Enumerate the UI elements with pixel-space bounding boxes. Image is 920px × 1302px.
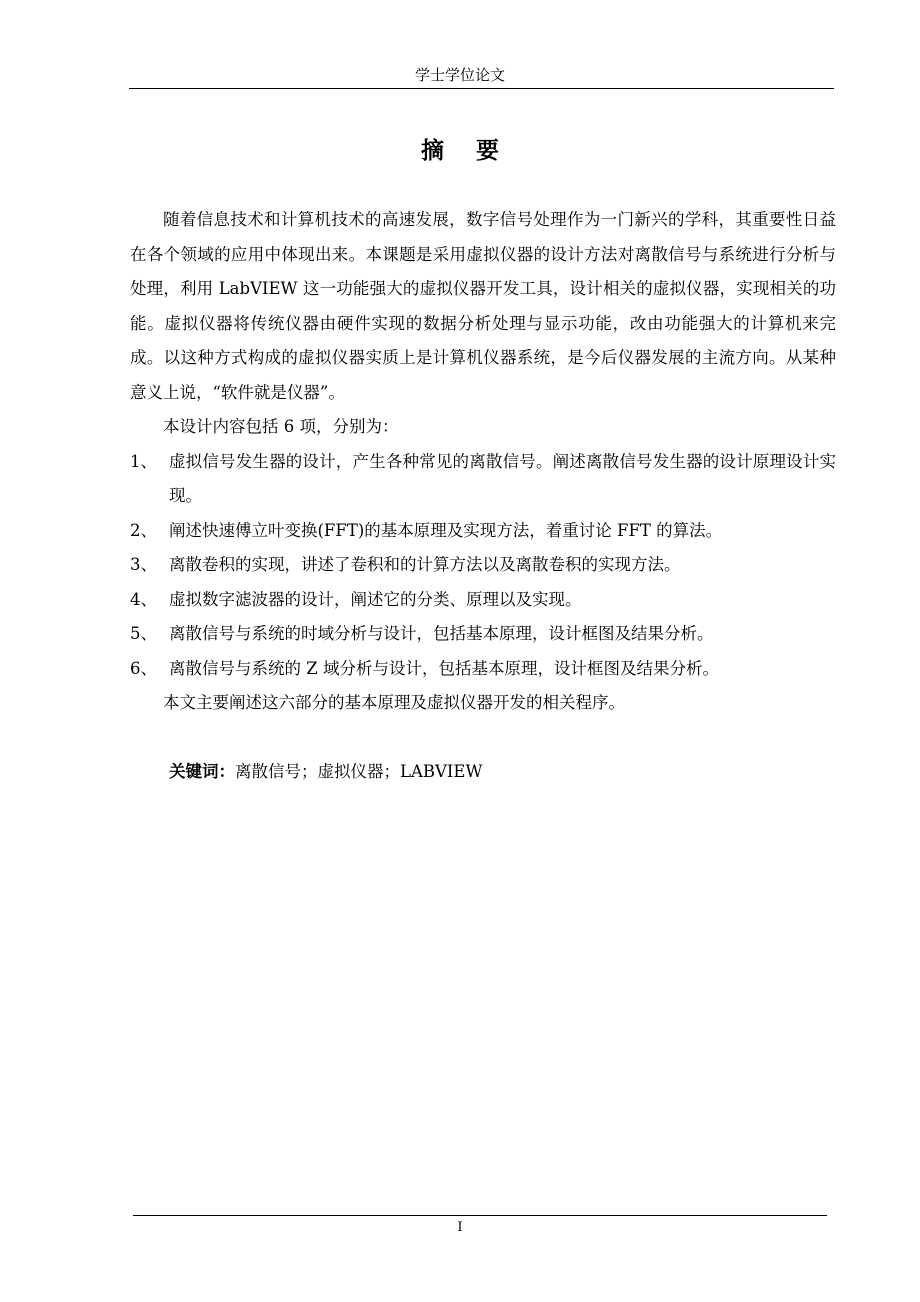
list-item bbox=[130, 617, 836, 652]
keywords-label: 关键词： bbox=[169, 761, 235, 781]
list-item bbox=[130, 652, 836, 687]
list-item bbox=[130, 548, 836, 583]
page-number: I bbox=[457, 1220, 463, 1235]
contents-list bbox=[130, 445, 836, 687]
list-item bbox=[130, 514, 836, 549]
list-item-text: 阐述快速傅立叶变换(FFT)的基本原理及实现方法，着重讨论 FFT 的算法。 bbox=[169, 520, 723, 540]
list-item-number: 4、 bbox=[130, 589, 157, 609]
list-item bbox=[130, 445, 836, 514]
closing-paragraph: 本文主要阐述这六部分的基本原理及虚拟仪器开发的相关程序。 bbox=[163, 693, 625, 712]
list-item-text: 离散卷积的实现，讲述了卷积和的计算方法以及离散卷积的实现方法。 bbox=[169, 555, 681, 574]
keywords-value: 离散信号；虚拟仪器；LABVIEW bbox=[235, 761, 483, 781]
list-item bbox=[130, 583, 836, 618]
abstract-body bbox=[130, 203, 836, 789]
list-item-text: 虚拟数字滤波器的设计，阐述它的分类、原理以及实现。 bbox=[169, 589, 582, 609]
list-item-number: 2、 bbox=[130, 520, 157, 540]
list-item-text: 虚拟信号发生器的设计，产生各种常见的离散信号。阐述离散信号发生器的设计原理设计实现。 bbox=[169, 451, 836, 505]
paragraph-intro: 随着信息技术和计算机技术的高速发展，数字信号处理作为一门新兴的学科，其重要性日益在各个领域的应用中体现出来。本课题是采用虚拟仪器的设计方法对离散信号与系统进行分析与处理，利用 LabVIEW 这一功能强大的虚拟仪器开发工具，设计相关的虚拟仪器，实现相关的功能。虚拟仪器将传统仪器由硬件实现的数据分析处理与显示功能，改由功能强大的计算机来完成。以这种方式构成的虚拟仪器实质上是计算机仪器系统，是今后仪器发展的主流方向。从某种意义上说，“软件就是仪器”。 bbox=[130, 210, 836, 402]
header-rule bbox=[129, 88, 834, 89]
list-item-text: 离散信号与系统的 Z 域分析与设计，包括基本原理，设计框图及结果分析。 bbox=[169, 658, 719, 678]
paragraph-contents: 本设计内容包括 6 项，分别为： bbox=[163, 417, 399, 436]
list-item-number: 6、 bbox=[130, 658, 157, 678]
list-item-text: 离散信号与系统的时域分析与设计，包括基本原理，设计框图及结果分析。 bbox=[169, 624, 714, 643]
footer-rule bbox=[133, 1215, 827, 1216]
list-item-number: 5、 bbox=[130, 624, 157, 643]
keywords-line bbox=[130, 755, 836, 790]
list-item-number: 1、 bbox=[130, 451, 157, 471]
running-header: 学士学位论文 bbox=[414, 66, 505, 84]
list-item-number: 3、 bbox=[130, 555, 157, 574]
abstract-title: 摘 要 bbox=[420, 138, 511, 164]
